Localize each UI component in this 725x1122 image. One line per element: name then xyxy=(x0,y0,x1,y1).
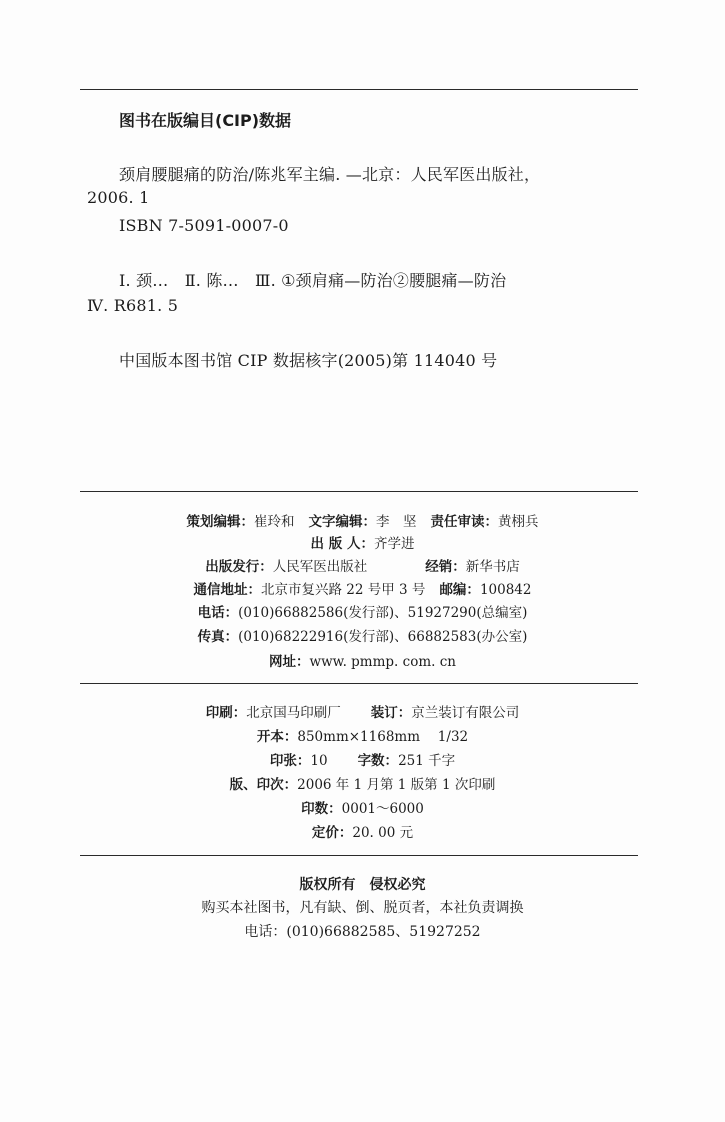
print-run-label: 印数： xyxy=(301,801,342,817)
edition-label: 版、印次： xyxy=(229,777,298,793)
cip-heading: 图书在版编目(CIP)数据 xyxy=(119,111,292,130)
website: www. pmmp. com. cn xyxy=(309,654,456,670)
phone-label: 电话： xyxy=(197,605,239,621)
text-editor: 李 坚 xyxy=(376,514,417,530)
cip-title-line: 颈肩腰腿痛的防治/陈兆军主编. —北京：人民军医出版社， xyxy=(119,165,541,184)
publisher-person: 齐学进 xyxy=(373,536,415,552)
publisher-person-label: 出 版 人： xyxy=(310,536,374,552)
text-editor-label: 文字编辑： xyxy=(308,514,376,530)
printer: 北京国马印刷厂 xyxy=(246,705,341,721)
printer-label: 印刷： xyxy=(205,705,247,721)
binding-label: 装订： xyxy=(370,705,412,721)
format-line xyxy=(0,725,725,745)
planning-editor-label: 策划编辑： xyxy=(186,514,254,530)
editors-line xyxy=(0,510,725,530)
price-label: 定价： xyxy=(311,825,353,841)
copyright-phone: 电话：(010)66882585、51927252 xyxy=(244,924,481,940)
publisher-rule xyxy=(80,491,638,492)
price-line xyxy=(0,821,725,841)
price: 20. 00 元 xyxy=(352,825,414,841)
copyright-title: 版权所有 侵权必究 xyxy=(299,877,426,893)
binding: 京兰装订有限公司 xyxy=(411,705,520,721)
fax: (010)68222916(发行部)、66882583(办公室) xyxy=(238,629,528,645)
top-rule xyxy=(80,89,638,90)
postcode: 100842 xyxy=(479,582,532,598)
distributor: 人民军医出版社 xyxy=(272,559,368,575)
address: 北京市复兴路 22 号甲 3 号 xyxy=(261,582,426,598)
print-run-line xyxy=(0,797,725,817)
cip-classification: Ⅰ. 颈… Ⅱ. 陈… Ⅲ. ①颈肩痛—防治②腰腿痛—防治 xyxy=(119,271,507,290)
planning-editor: 崔玲和 xyxy=(254,514,295,530)
edition-line xyxy=(0,773,725,793)
format-label: 开本： xyxy=(256,729,298,745)
print-run: 0001～6000 xyxy=(341,801,424,817)
cip-record-number: 中国版本图书馆 CIP 数据核字(2005)第 114040 号 xyxy=(119,351,498,370)
cip-date-line: 2006. 1 xyxy=(87,188,150,207)
website-line xyxy=(0,650,725,670)
seller-label: 经销： xyxy=(425,559,466,575)
website-label: 网址： xyxy=(269,654,310,670)
words-label: 字数： xyxy=(357,753,399,769)
seller: 新华书店 xyxy=(465,559,520,575)
distribution-line xyxy=(0,555,725,575)
fax-label: 传真： xyxy=(197,629,239,645)
phone-line xyxy=(0,601,725,621)
copyright-rule xyxy=(80,855,638,856)
postcode-label: 邮编： xyxy=(439,582,480,598)
reviewer: 黄栩兵 xyxy=(498,514,539,530)
sheets-line xyxy=(0,749,725,769)
sheets: 10 xyxy=(310,753,328,769)
phone: (010)66882586(发行部)、51927290(总编室) xyxy=(238,605,528,621)
words: 251 千字 xyxy=(398,753,456,769)
fax-line xyxy=(0,625,725,645)
distributor-label: 出版发行： xyxy=(205,559,273,575)
format: 850mm×1168mm 1/32 xyxy=(297,729,469,745)
address-label: 通信地址： xyxy=(193,582,261,598)
address-line xyxy=(0,578,725,598)
reviewer-label: 责任审读： xyxy=(430,514,498,530)
sheets-label: 印张： xyxy=(269,753,311,769)
printer-line xyxy=(0,701,725,721)
cip-isbn: ISBN 7-5091-0007-0 xyxy=(119,216,289,235)
copyright-notice: 购买本社图书，凡有缺、倒、脱页者，本社负责调换 xyxy=(201,900,524,916)
edition: 2006 年 1 月第 1 版第 1 次印刷 xyxy=(297,777,496,793)
printing-rule xyxy=(80,683,638,684)
cip-class-number: Ⅳ. R681. 5 xyxy=(87,296,179,315)
publisher-person-line xyxy=(0,532,725,552)
